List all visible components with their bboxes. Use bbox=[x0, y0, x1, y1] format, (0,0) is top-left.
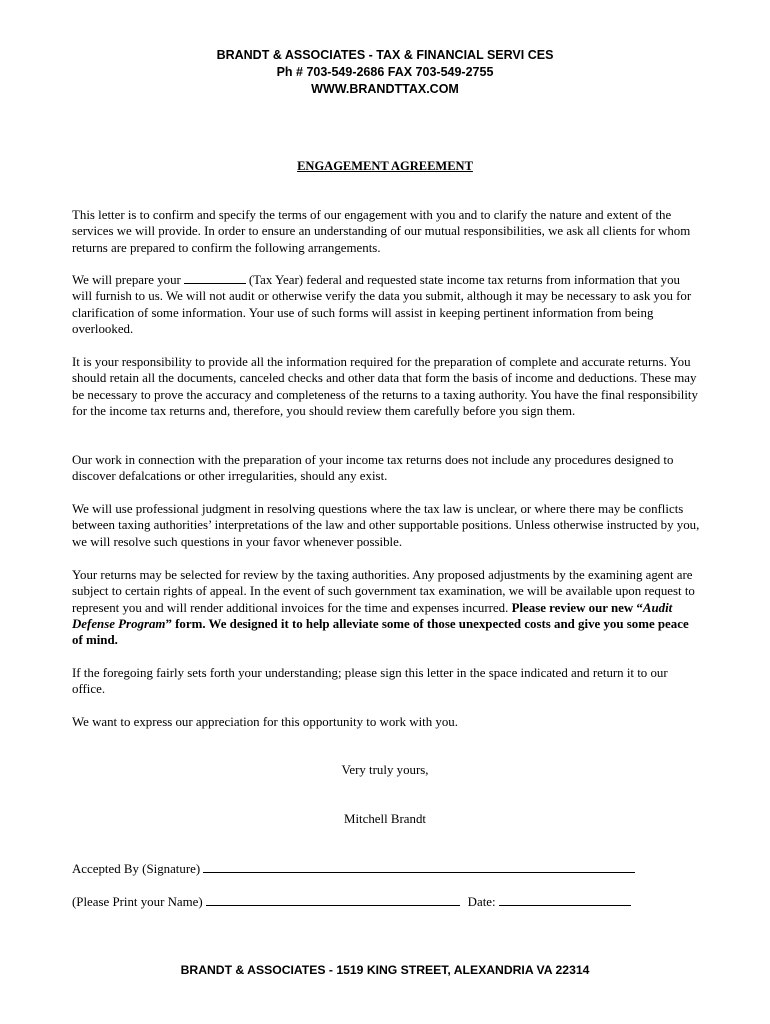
footer-address: BRANDT & ASSOCIATES - 1519 KING STREET, ALEXANDRIA VA 22314 bbox=[180, 963, 590, 977]
signature-field[interactable] bbox=[203, 860, 635, 873]
letterhead-website: WWW.BRANDTTAX.COM bbox=[311, 82, 459, 96]
signature-row bbox=[72, 860, 635, 877]
audit-defense-rest: ” form. We designed it to help alleviate some of those unexpected costs and give you some peace of mind. bbox=[72, 616, 689, 648]
signature-label: Accepted By (Signature) bbox=[72, 862, 201, 876]
paragraph-intro-text: This letter is to confirm and specify the terms of our engagement with you and to clarify the nature and extent of the services we will provide. In order to ensure an understanding of our mutual responsibilities, we ask all clients for whom returns are prepared to confirm the following arrangements. bbox=[72, 208, 691, 255]
paragraph-tax-year bbox=[72, 272, 702, 337]
paragraph-responsibility-text: It is your responsibility to provide all the information required for the preparation of complete and accurate returns. You should retain all the documents, canceled checks and other data that form the basis of income and deductions. These may be necessary to prove the accuracy and completeness of the returns to a taxing authority. You have the final responsibility for the income tax returns and, therefore, you should review them carefully before you sign them. bbox=[72, 355, 698, 418]
paragraph-tax-year-rest: (Tax Year) federal and requested state income tax returns from information that you will furnish to us. We will not audit or otherwise verify the data you submit, although it may be necessary to ask you for clarification of some information. Your use of such forms will assist in keeping pertinent information from being overlooked. bbox=[72, 273, 692, 336]
paragraph-judgment-text: We will use professional judgment in resolving questions where the tax law is unclear, or where there may be conflicts between taxing authorities’ interpretations of the law and other supportable positions. Unless otherwise instructed by you, we will resolve such questions in your favor whenever possible. bbox=[72, 502, 700, 549]
paragraph-sign-request bbox=[72, 665, 702, 698]
paragraph-intro bbox=[72, 207, 702, 256]
signer-name: Mitchell Brandt bbox=[344, 812, 426, 826]
letterhead-company: BRANDT & ASSOCIATES - TAX & FINANCIAL SERVI CES bbox=[216, 48, 554, 62]
paragraph-review bbox=[72, 567, 702, 648]
paragraph-appreciation bbox=[72, 714, 702, 730]
print-name-field[interactable] bbox=[206, 893, 460, 906]
audit-defense-program-name: Audit Defense Program bbox=[72, 600, 673, 631]
paragraph-procedures-text: Our work in connection with the preparation of your income tax returns does not include any procedures designed to discover defalcations or other irregularities, should any exist. bbox=[72, 453, 674, 484]
paragraph-judgment bbox=[72, 501, 702, 550]
closing-salutation: Very truly yours, bbox=[341, 763, 429, 777]
date-field[interactable] bbox=[499, 893, 631, 906]
page-title: ENGAGEMENT AGREEMENT bbox=[297, 159, 473, 173]
paragraph-tax-year-lead: We will prepare your bbox=[72, 273, 181, 287]
paragraph-procedures bbox=[72, 452, 702, 485]
print-name-row bbox=[72, 893, 631, 910]
date-label: Date: bbox=[467, 895, 496, 909]
paragraph-appreciation-text: We want to express our appreciation for this opportunity to work with you. bbox=[72, 715, 458, 729]
tax-year-blank-field[interactable] bbox=[184, 272, 246, 284]
print-name-label: (Please Print your Name) bbox=[72, 895, 203, 909]
audit-defense-lead: Please review our new “ bbox=[511, 600, 643, 615]
letterhead-phone-fax: Ph # 703-549-2686 FAX 703-549-2755 bbox=[276, 65, 494, 79]
paragraph-review-text: Your returns may be selected for review by the taxing authorities. Any proposed adjustments by the examining agent are subject to certain rights of appeal. In the event of such government tax examination, we will be available upon request to represent you and will render additional invoices for the time and expenses incurred. bbox=[72, 568, 695, 615]
paragraph-responsibility bbox=[72, 354, 702, 419]
paragraph-sign-request-text: If the foregoing fairly sets forth your understanding; please sign this letter in the space indicated and return it to our office. bbox=[72, 666, 668, 697]
